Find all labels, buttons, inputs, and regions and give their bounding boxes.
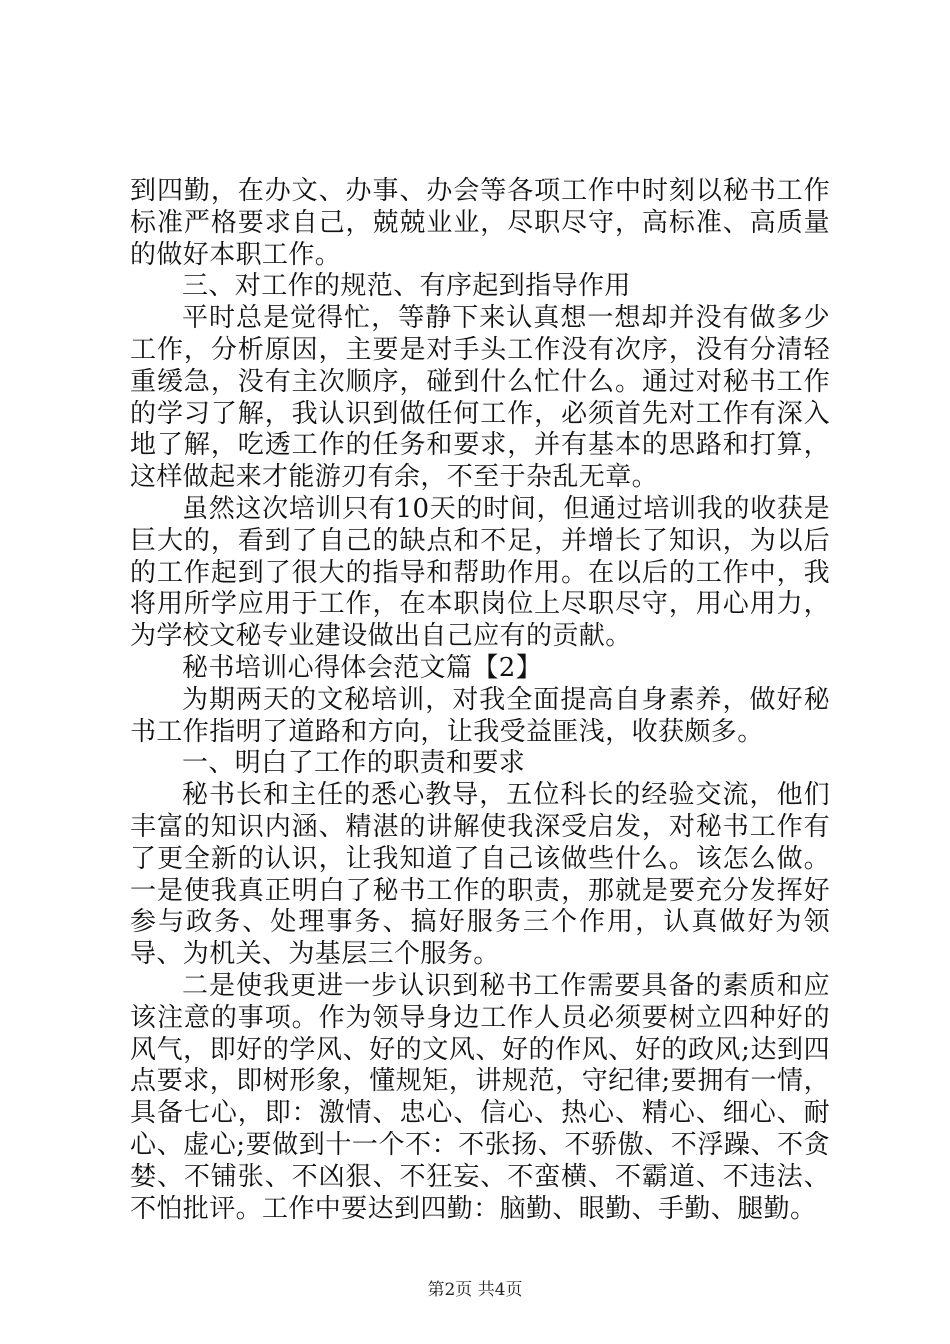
page-number: 第2页 共4页 (427, 1280, 523, 1300)
paragraph: 平时总是觉得忙，等静下来认真想一想却并没有做多少工作，分析原因，主要是对手头工作没有次序，没有分清轻重缓急，没有主次顺序，碰到什么忙什么。通过对秘书工作的学习了解，我认识到做任何工作，必须首先对工作有深入地了解，吃透工作的任务和要求，并有基本的思路和打算，这样做起来才能游刃有余，不至于杂乱无章。 (130, 303, 830, 493)
document-body (130, 176, 830, 1225)
section-heading-three: 三、对工作的规范、有序起到指导作用 (182, 271, 631, 302)
paragraph: 秘书长和主任的悉心教导，五位科长的经验交流，他们丰富的知识内涵、精湛的讲解使我深受启发，对秘书工作有了更全新的认识，让我知道了自己该做些什么。该怎么做。一是使我真正明白了秘书工作的职责，那就是要充分发挥好参与政务、处理事务、搞好服务三个作用，认真做好为领导、为机关、为基层三个服务。 (130, 780, 830, 970)
section-heading-one: 一、明白了工作的职责和要求 (182, 748, 526, 779)
paragraph: 虽然这次培训只有10天的时间，但通过培训我的收获是巨大的，看到了自己的缺点和不足，并增长了知识，为以后的工作起到了很大的指导和帮助作用。在以后的工作中，我将用所学应用于工作，在本职岗位上尽职尽守，用心用力，为学校文秘专业建设做出自己应有的贡献。 (130, 493, 830, 652)
article-title: 秘书培训心得体会范文篇【2】 (182, 652, 543, 683)
paragraph: 为期两天的文秘培训，对我全面提高自身素养，做好秘书工作指明了道路和方向，让我受益匪浅，收获颇多。 (130, 684, 830, 747)
paragraph-continuation: 到四勤，在办文、办事、办会等各项工作中时刻以秘书工作标准严格要求自己，兢兢业业，尽职尽守，高标准、高质量的做好本职工作。 (130, 176, 830, 270)
paragraph: 二是使我更进一步认识到秘书工作需要具备的素质和应该注意的事项。作为领导身边工作人员必须要树立四种好的风气，即好的学风、好的文风、好的作风、好的政风;达到四点要求，即树形象，懂规矩，讲规范，守纪律;要拥有一情，具备七心，即：激情、忠心、信心、热心、精心、细心、耐心、虚心;要做到十一个不：不张扬、不骄傲、不浮躁、不贪婪、不铺张、不凶狠、不狂妄、不蛮横、不霸道、不违法、不怕批评。工作中要达到四勤：脑勤、眼勤、手勤、腿勤。 (130, 970, 830, 1224)
